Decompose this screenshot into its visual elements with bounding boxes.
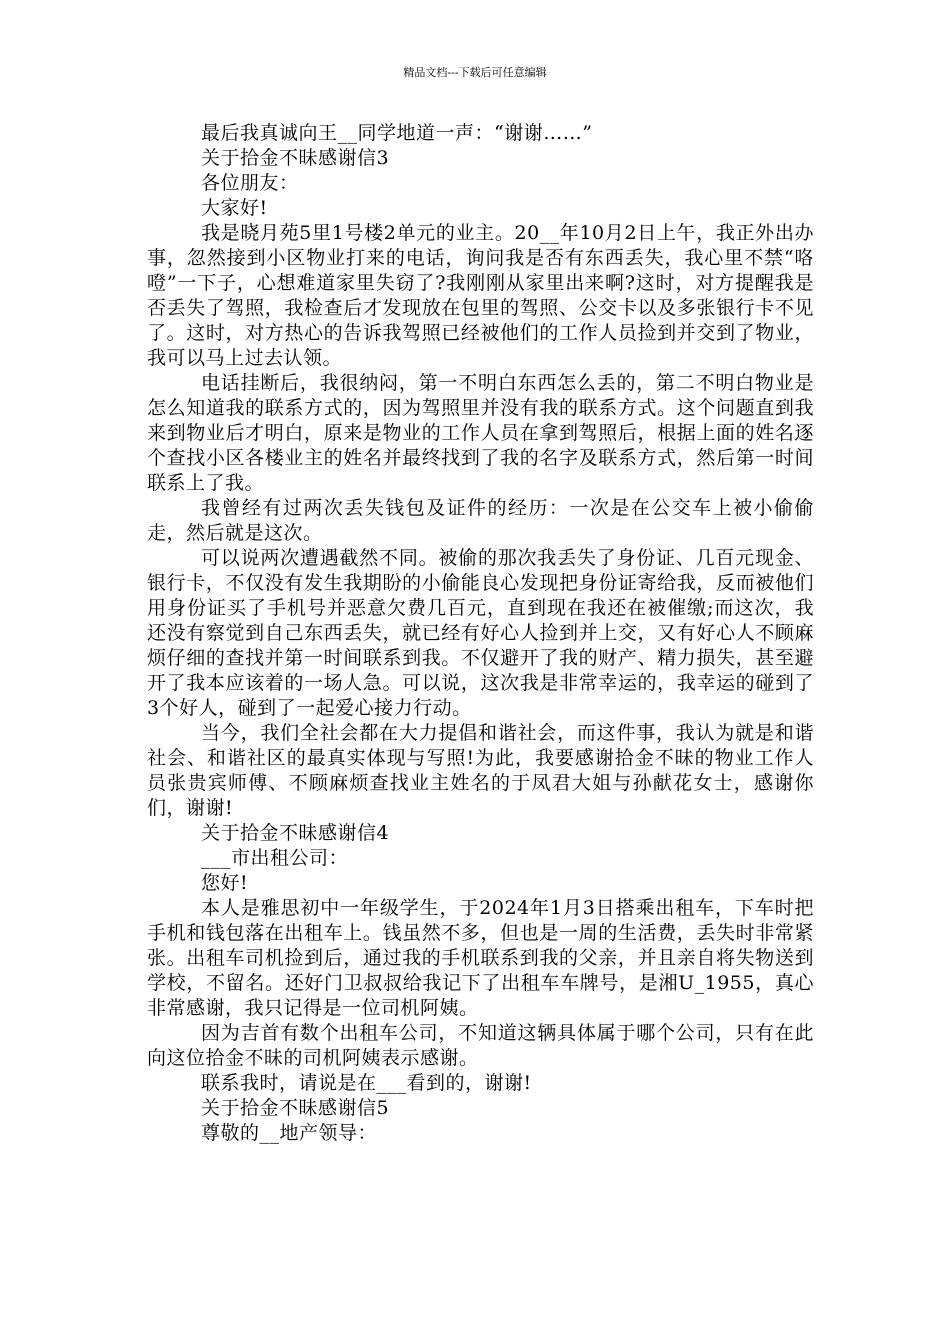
greeting-hello-2: 您好! xyxy=(201,872,249,894)
closing-thanks-line: 最后我真诚向王__同学地道一声：“谢谢……” xyxy=(201,122,593,144)
paragraph-owner-intro: 我是晓月苑5里1号楼2单元的业主。20__年10月2日上午，我正外出办事，忽然接到小区物业打来的电话，询问我是否有东西丢失，我心里不禁“咯噔”一下子，心想难道家里失窃了?我刚刚从家里出来啊?这时，对方提醒我是否丢失了驾照，我检查后才发现放在包里的驾照、公交卡以及多张银行卡不见了。这时，对方热心的告诉我驾照已经被他们的工作人员捡到并交到了物业，我可以马上过去认领。 xyxy=(147,222,814,369)
paragraph-contact-note: 联系我时，请说是在___看到的，谢谢! xyxy=(201,1072,532,1094)
greeting-hello: 大家好! xyxy=(201,197,268,219)
letter-title-3: 关于拾金不昧感谢信3 xyxy=(201,147,390,169)
letter-title-5: 关于拾金不昧感谢信5 xyxy=(201,1097,390,1119)
paragraph-student-taxi: 本人是雅思初中一年级学生，于2024年1月3日搭乘出租车，下车时把手机和钱包落在出租车上。钱虽然不多，但也是一周的生活费，丢失时非常紧张。出租车司机捡到后，通过我的手机联系到我的父亲，并且亲自将失物送到学校，不留名。还好门卫叔叔给我记下了出租车车牌号，是湘U_1955，真心非常感谢，我只记得是一位司机阿姨。 xyxy=(147,897,814,1019)
paragraph-comparison: 可以说两次遭遇截然不同。被偷的那次我丢失了身份证、几百元现金、银行卡，不仅没有发生我期盼的小偷能良心发现把身份证寄给我，反而被他们用身份证买了手机号并恶意欠费几百元，直到现在我还在被催缴;而这次，我还没有察觉到自己东西丢失，就已经有好心人捡到并上交，又有好心人不顾麻烦仔细的查找并第一时间联系到我。不仅避开了我的财产、精力损失，甚至避开了我本应该着的一场人急。可以说，这次我是非常幸运的，我幸运的碰到了3个好人，碰到了一起爱心接力行动。 xyxy=(147,547,814,719)
salutation-friends: 各位朋友： xyxy=(201,172,299,194)
letter-title-4: 关于拾金不昧感谢信4 xyxy=(201,822,390,844)
salutation-real-estate: 尊敬的__地产领导： xyxy=(201,1122,378,1144)
paragraph-thanks-driver: 因为吉首有数个出租车公司，不知道这辆具体属于哪个公司，只有在此向这位拾金不昧的司机阿姨表示感谢。 xyxy=(147,1022,814,1069)
paragraph-phone-call: 电话挂断后，我很纳闷，第一不明白东西怎么丢的，第二不明白物业是怎么知道我的联系方式的，因为驾照里并没有我的联系方式。这个问题直到我来到物业后才明白，原来是物业的工作人员在拿到驾照后，根据上面的姓名逐个查找小区各楼业主的姓名并最终找到了我的名字及联系方式，然后第一时间联系上了我。 xyxy=(147,372,814,494)
document-body xyxy=(147,121,814,1146)
paragraph-previous-loss: 我曾经有过两次丢失钱包及证件的经历：一次是在公交车上被小偷偷走，然后就是这次。 xyxy=(147,497,814,544)
page-header: 精品文档---下载后可任意编辑 xyxy=(403,66,547,79)
salutation-taxi-company: ___市出租公司： xyxy=(201,847,349,869)
paragraph-harmony: 当今，我们全社会都在大力提倡和谐社会，而这件事，我认为就是和谐社会、和谐社区的最真实体现与写照!为此，我要感谢拾金不昧的物业工作人员张贵宾师傅、不顾麻烦查找业主姓名的于凤君大姐与孙献花女士，感谢你们，谢谢! xyxy=(147,722,814,819)
